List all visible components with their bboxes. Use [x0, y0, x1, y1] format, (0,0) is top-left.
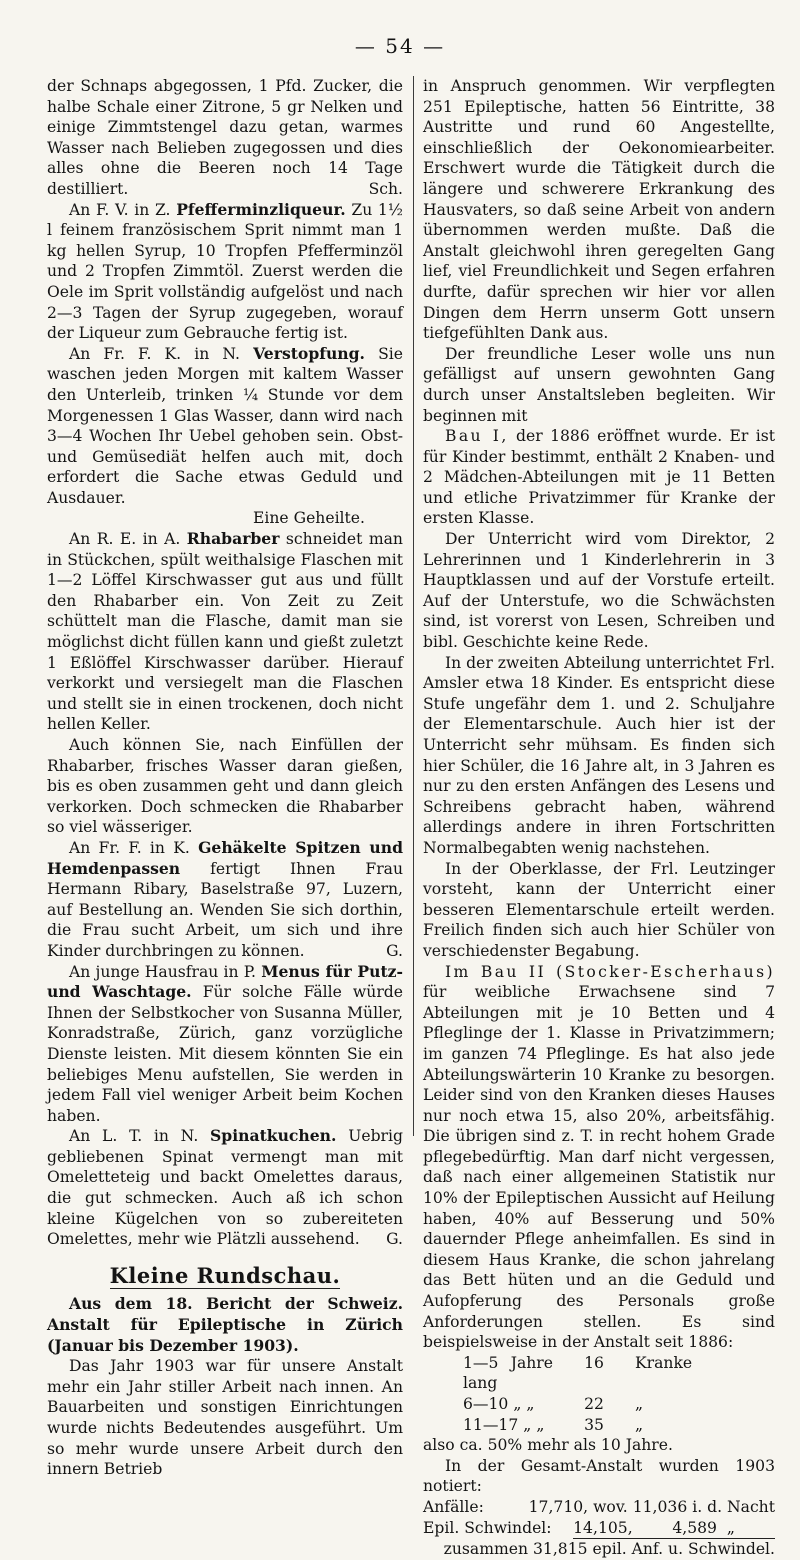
- paragraph-text: Zu 1½ l feinem französischem Sprit nimmt man 1 kg hellen Syrup, 10 Tropfen Pfefferminzöl und 2 Tropfen Zimmtöl. Zuerst werden die Oele im Sprit vollständig aufgelöst und nach 2—3 Tagen der Syrup zugegeben, worauf der Liqueur zum Gebrauche fertig ist.: [47, 200, 403, 343]
- paragraph: In der zweiten Abteilung unterrichtet Frl. Amsler etwa 18 Kinder. Es entspricht diese Stufe ungefähr dem 1. und 2. Schuljahre der Elementarschule. Auch hier ist der Unterricht sehr mühsam. Es finden sich hier Schüler, die 16 Jahre alt, in 3 Jahren es nur zu den ersten Anfängen des Lesens und Schreibens gebracht haben, während allerdings andere in ihren Fortschritten Normalbegabten wenig nachstehen.: [423, 653, 775, 857]
- paragraph: In der Oberklasse, der Frl. Leutzinger vorsteht, kann der Unterricht einer besseren Elementarschule erteilt werden. Freilich finden sich auch hier Schüler von verschiedenster Begabung.: [423, 859, 775, 960]
- paragraph: [423, 962, 775, 1353]
- paragraph: [47, 200, 403, 344]
- section-title: [47, 1262, 403, 1288]
- paragraph-text: Uebrig gebliebenen Spinat vermengt man mit Omeletteteig und backt Omelettes daraus, die gut schmecken. Auch aß ich schon kleine Kügelchen von so zubereiteten Omelettes, mehr wie Plätzli aussehend.: [47, 1127, 403, 1249]
- stats-range: 1—5 Jahre lang: [463, 1353, 553, 1393]
- left-column: [47, 76, 403, 1480]
- paragraph: [47, 962, 403, 1127]
- stats-table: [423, 1353, 775, 1435]
- column-divider: [413, 76, 414, 1136]
- signature: Eine Geheilte.: [253, 509, 365, 528]
- topic: Pfefferminzliqueur.: [176, 199, 346, 219]
- paragraph: Auch können Sie, nach Einfüllen der Rhabarber, frisches Wasser daran gießen, bis es oben zusammen geht und dann gleich verkorken. Doch schmecken die Rhabarber so viel wässeriger.: [47, 736, 403, 837]
- stats-unit: „: [635, 1415, 644, 1434]
- stats-count: 22: [584, 1395, 604, 1413]
- addressee: An R. E. in A.: [69, 530, 181, 549]
- addressee: An Fr. F. in K.: [69, 838, 190, 857]
- stats-range: 6—10 „ „: [463, 1395, 535, 1413]
- anfaelle-value: 17,710, wov. 11,036 i. d. Nacht: [528, 1497, 775, 1516]
- signature: G.: [386, 1230, 403, 1249]
- addressee: An L. T. in N.: [69, 1127, 199, 1146]
- topic: Rhabarber: [186, 529, 280, 549]
- stats-row: [423, 1353, 775, 1394]
- paragraph: [47, 76, 403, 200]
- topic: Spinatkuchen.: [210, 1126, 337, 1146]
- stats-note: also ca. 50% mehr als 10 Jahre.: [423, 1436, 673, 1455]
- totals-intro: In der Gesamt-Anstalt wurden 1903 notiert:: [423, 1456, 775, 1496]
- total-line: zusammen 31,815 epil. Anf. u. Schwindel.: [443, 1540, 775, 1559]
- addressee: An F. V. in Z.: [69, 200, 171, 219]
- anfaelle-row: [423, 1497, 775, 1518]
- paragraph: Der Unterricht wird vom Direktor, 2 Lehrerinnen und 1 Kinderlehrerin in 3 Hauptklassen und auf der Vorstufe erteilt. Auf der Unterstufe, wo die Schwächsten sind, ist vorerst von Lesen, Schreiben und bibl. Geschichte keine Rede.: [423, 530, 775, 652]
- stats-count: 16: [584, 1353, 604, 1372]
- stats-row: [423, 1415, 775, 1436]
- stats-row: [423, 1394, 775, 1415]
- schwindel-row: [423, 1518, 775, 1540]
- right-column: [423, 76, 775, 1560]
- schwindel-values: 14,105, 4,589 „: [573, 1518, 775, 1540]
- paragraph-text: Für solche Fälle würde Ihnen der Selbstkocher von Susanna Müller, Konradstraße, Zürich, ganz vorzügliche Dienste leisten. Mit diesem könnten Sie ein beliebiges Menu aufstellen, Sie werden in jedem Fall viel weniger Arbeit beim Kochen haben.: [47, 983, 403, 1125]
- stats-range: 11—17 „ „: [463, 1415, 545, 1434]
- paragraph-text: der Schnaps abgegossen, 1 Pfd. Zucker, die halbe Schale einer Zitrone, 5 gr Nelken und einige Zimmtstengel dazu getan, warmes Wasser nach Belieben zugegossen und dies alles ohne die Beeren noch 14 Tage destilliert.: [47, 77, 403, 198]
- paragraph-text: der 1886 eröffnet wurde. Er ist für Kinder bestimmt, enthält 2 Knaben- und 2 Mädchen-Abteilungen mit je 11 Betten und etliche Privatzimmer für Kranke der ersten Klasse.: [423, 427, 775, 528]
- topic: Menus für Putz- und Waschtage.: [47, 961, 403, 1002]
- building-name: Im Bau II (Stocker-Escherhaus): [445, 962, 775, 981]
- paragraph: [47, 1126, 403, 1250]
- section-title-text: Kleine Rundschau.: [109, 1262, 341, 1288]
- signature: G.: [386, 941, 403, 960]
- schwindel-label: Epil. Schwindel:: [423, 1518, 552, 1537]
- building-name: Bau I,: [445, 427, 509, 446]
- anfaelle-label: Anfälle:: [423, 1497, 484, 1516]
- paragraph: in Anspruch genommen. Wir verpflegten 251 Epileptische, hatten 56 Eintritte, 38 Austritte und rund 60 Angestellte, einschließlich der Oekonomiearbeiter. Erschwert wurde die Tätigkeit durch die längere und schwerere Erkrankung des Hausvaters, so daß seine Arbeit von andern übernommen werden mußte. Daß die Anstalt gleichwohl ihren geregelten Gang lief, viel Freundlichkeit und Segen erfahren durfte, dafür sprechen wir hier vor allen Dingen dem Herrn unserm Gott unsern tiefgefühlten Dank aus.: [423, 77, 775, 343]
- report-heading: Aus dem 18. Bericht der Schweiz. Anstalt für Epileptische in Zürich (Januar bis Dezember 1903).: [47, 1294, 403, 1355]
- signature: Sch.: [368, 179, 403, 198]
- paragraph: [47, 344, 403, 509]
- paragraph: [47, 838, 403, 962]
- page-number: — 54 —: [354, 34, 446, 58]
- paragraph: Der freundliche Leser wolle uns nun gefälligst auf unsern gewohnten Gang durch unser Anstaltsleben begleiten. Wir beginnen mit: [423, 344, 775, 425]
- paragraph: [47, 529, 403, 735]
- stats-count: 35: [584, 1415, 604, 1434]
- stats-unit: Kranke: [635, 1353, 693, 1372]
- paragraph-text: Sie waschen jeden Morgen mit kaltem Wasser den Unterleib, trinken ¼ Stunde vor dem Morgenessen 1 Glas Wasser, dann wird nach 3—4 Wochen Ihr Uebel gehoben sein. Obst- und Gemüsediät helfen auch mit, doch erfordert die Sache etwas Geduld und Ausdauer.: [47, 344, 403, 507]
- addressee: An Fr. F. K. in N.: [69, 344, 241, 363]
- paragraph: Das Jahr 1903 war für unsere Anstalt mehr ein Jahr stiller Arbeit nach innen. An Bauarbeiten und sonstigen Einrichtungen wurde nichts Bedeutendes ausgeführt. Um so mehr wurde unsere Arbeit durch den innern Betrieb: [47, 1357, 403, 1479]
- paragraph-text: für weibliche Erwachsene sind 7 Abteilungen mit je 10 Betten und 4 Pfleglinge der 1. Klasse in Privatzimmern; im ganzen 74 Pfleglinge. Es hat also jede Abteilungswärterin 10 Kranke zu besorgen. Leider sind von den Kranken dieses Hauses nur noch etwa 15, also 20%, arbeitsfähig. Die übrigen sind z. T. in recht hohem Grade pflegebedürftig. Man darf nicht vergessen, daß nach einer allgemeinen Statistik nur 10% der Epileptischen Aussicht auf Heilung haben, 40% auf Besserung und 50% dauernder Pflege anheimfallen. Es sind in diesem Haus Kranke, die schon jahrelang das Bett hüten und an die Geduld und Aufopferung des Personals große Anforderungen stellen. Es sind beispielsweise in der Anstalt seit 1886:: [423, 983, 775, 1352]
- addressee: An junge Hausfrau in P.: [69, 962, 256, 981]
- topic: Gehäkelte Spitzen und Hemdenpassen: [47, 837, 404, 878]
- paragraph-text: schneidet man in Stückchen, spült weithalsige Flaschen mit 1—2 Löffel Kirschwasser gut aus und füllt den Rhabarber ein. Von Zeit zu Zeit schüttelt man die Flasche, damit man sie möglichst dicht füllen kann und gießt zuletzt 1 Eßlöffel Kirschwasser darüber. Hierauf verkorkt und versiegelt man die Flaschen und stellt sie in einen trockenen, doch nicht hellen Keller.: [47, 530, 403, 734]
- topic: Verstopfung.: [253, 343, 365, 363]
- stats-unit: „: [635, 1395, 644, 1413]
- paragraph-text: fertigt Ihnen Frau Hermann Ribary, Baselstraße 97, Luzern, auf Bestellung an. Wenden Sie sich dorthin, die Frau sucht Arbeit, um sich und ihre Kinder durchbringen zu können.: [47, 859, 403, 960]
- paragraph: [423, 426, 775, 529]
